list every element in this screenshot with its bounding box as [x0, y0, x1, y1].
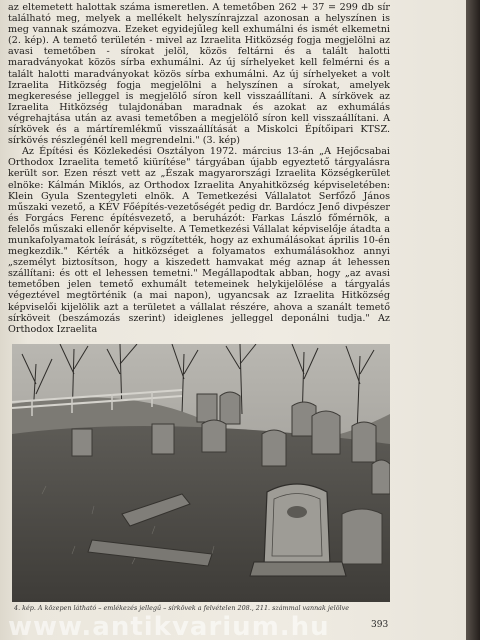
cemetery-photo	[12, 344, 390, 602]
body-text	[8, 2, 390, 335]
cemetery-photo-drawing	[12, 344, 390, 602]
photo-caption: 4. kép. A közepen látható – emlékezés jellegű – sírkövek a felvételen 208., 211. számmal vannak jelölve	[14, 604, 349, 612]
page-number: 393	[371, 620, 389, 630]
paragraph-2: Az Építési és Közlekedési Osztályon 1972. március 13-án „A Hejőcsabai Orthodox Izraelita temető kiürítése" tárgyában újabb egyeztető tárgyalásra került sor. Ezen részt vett az „Észak magyarországi Izraelita Községkerület elnöke: Kálmán Miklós, az Orthodox Izraelita Anyahitközség képviseletében: Klein Gyula Szentegyleti elnök. A Temetkezési Vállalatot Serfőző János műszaki vezető, a KÉV Főépítés-vezetőségét pedig dr. Bardócz Jenő divpészer és Forgács Ferenc építésvezető, a beruházót: Farkas László főmérnök, a felelős műszaki ellenőr képviselte. A Temetkezési Vállalat képviselője átadta a munkafolyamatok leírását, s rögzítették, hogy az exhumálásokat április 10-én megkezdik." Kérték a hitközséget a folyamatos exhumálásokhoz annyi „személyt biztosítson, hogy a kiszedett hamvakat még aznap át lehessen szállítani: és ott el lehessen temetni." Megállapodtak abban, hogy „az avasi temetőben jelen temető exhumált tetemeinek helykijelölése a tárgyalás végeztével megtörténik (a mai napon), ugyancsak az Izraelita Hitközség képviselői kijelölik azt a területet a vállalat részére, ahova a szanált temető sírköveit (beszámozás szerint) ideiglenes jelleggel deponálni tudja." Az Orthodox Izraelita	[8, 146, 390, 335]
paragraph-1: az eltemetett halottak száma ismeretlen. A temetőben 262 + 37 = 299 db sír található meg, melyek a mellékelt helyszínrajzzal azonosan a helyszínen is meg vannak számozva. Ezeket egyidejűleg kell exhumálni és ismét elkemetni (2. kép). A temető területén - mivel az Izraelita Hitközség fogja megjelölni az avasi temetőben - sírokat jelöl, közös feltárni és a talált halotti maradványokat közös sírba exhumálni. Az új sírhelyeket kell felmérni és a talált halotti maradványokat közös sírba exhumálni. Az új sírhelyeket a volt Izraelita Hitközség fogja megjelölni a helyszínen a sírokat, amelyek megkeresése jelleggel is megjelölő síron kell visszaállítani. A sírkövek az Izraelita Hitközség tulajdonában maradnak és azokat az exhumálás végrehajtása után az avasi temetőben a megjelölő síron kell visszaállítani. A sírkövek és a mártíremlékmű visszaállítását a Miskolci Építőipari KTSZ. sírkövés részlegénél kell megrendelni." (3. kép)	[8, 2, 390, 147]
watermark: www.antikvarium.hu	[8, 612, 330, 640]
book-spine-shadow	[466, 0, 480, 640]
